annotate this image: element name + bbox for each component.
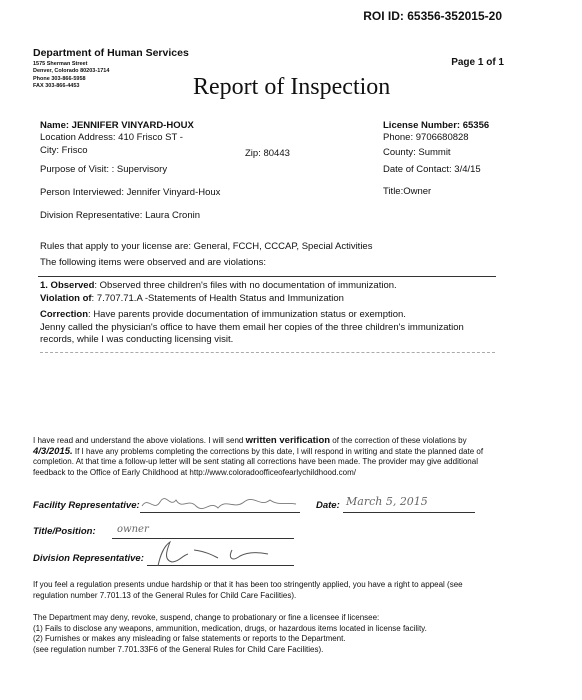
appeal-notice: [33, 580, 563, 601]
address-phone: Phone 303-866-5958: [33, 75, 86, 82]
correction-line-3: records, while I was conducting licensing visit.: [40, 334, 234, 345]
report-title: Report of Inspection: [193, 74, 391, 100]
ack-written-verification: written verification: [245, 435, 331, 446]
address-city: Denver, Colorado 80203-1714: [33, 68, 110, 75]
observed-item: [40, 280, 397, 291]
licensee-name: Name: JENNIFER VINYARD-HOUX: [40, 120, 194, 131]
department-address: [33, 61, 109, 91]
observed-text: : Observed three children's files with no documentation of immunization.: [94, 280, 397, 291]
rules-applicable: Rules that apply to your license are: General, FCCH, CCCAP, Special Activities: [40, 241, 373, 252]
ack-text-b: of the correction of these violations by: [330, 436, 467, 445]
acknowledgement: [33, 436, 553, 478]
county: County: Summit: [383, 147, 451, 158]
correction-line-2: Jenny called the physician's office to have them email her copies of the three children's immunization: [40, 322, 464, 333]
address-street: 1575 Sherman Street: [33, 61, 88, 67]
facility-rep-signature: [140, 494, 300, 514]
title-owner: Title:Owner: [383, 186, 432, 197]
city: City: Frisco: [40, 145, 88, 156]
department-name: Department of Human Services: [33, 47, 189, 59]
person-interviewed: Person Interviewed: Jennifer Vinyard-Houx: [40, 187, 221, 198]
ack-text-a: I have read and understand the above violations. I will send: [33, 436, 246, 445]
observed-label: 1. Observed: [40, 280, 95, 291]
roi-id: ROI ID: 65356-352015-20: [363, 9, 502, 23]
facility-rep-label: Facility Representative:: [33, 500, 140, 511]
violation-text: : 7.707.71.A -Statements of Health Status and Immunization: [91, 293, 344, 304]
zip: Zip: 80443: [245, 148, 290, 159]
appeal-line-1: If you feel a regulation presents undue hardship or that it has been too stringently applied, you have a right to appeal (see: [33, 580, 463, 589]
ack-line-3: completion. At that time a follow-up letter will be sent stating all corrections have been made. The provider may give additional: [33, 457, 478, 466]
address-fax: FAX 303-866-4453: [33, 83, 80, 90]
ack-line-1: [33, 436, 553, 447]
division-rep-signature: [148, 538, 278, 568]
correction-label: Correction: [40, 309, 89, 320]
title-position-label: Title/Position:: [33, 526, 96, 537]
phone: Phone: 9706680828: [383, 132, 469, 143]
title-position-value: owner: [117, 524, 149, 535]
division-representative: Division Representative: Laura Cronin: [40, 210, 200, 221]
ack-due-date: 4/3/2015.: [33, 445, 73, 457]
correction-text: : Have parents provide documentation of immunization status or exemption.: [88, 309, 406, 320]
date-label: Date:: [316, 500, 340, 511]
dashed-separator: [40, 352, 495, 353]
purpose-of-visit: Purpose of Visit: : Supervisory: [40, 164, 168, 175]
location-address: Location Address: 410 Frisco ST -: [40, 132, 183, 143]
observed-intro: The following items were observed and are violations:: [40, 257, 267, 268]
appeal-line-2: regulation number 7.701.13 of the General Rules for Child Care Facilities).: [33, 590, 297, 600]
date-value: March 5, 2015: [346, 495, 428, 508]
division-rep-label: Division Representative:: [33, 553, 144, 564]
department-actions: [33, 613, 563, 655]
correction-item: [40, 309, 406, 320]
ack-line-4: feedback to the Office of Early Childhood at http://www.coloradoofficeofearlychildhood.com/: [33, 467, 356, 477]
date-line[interactable]: [343, 512, 475, 513]
date-of-contact: Date of Contact: 3/4/15: [383, 164, 481, 175]
deny-item-3: (see regulation number 7.701.33F6 of the General Rules for Child Care Facilities).: [33, 644, 324, 654]
deny-item-2: (2) Furnishes or makes any misleading or false statements or reports to the Department.: [33, 634, 346, 643]
license-number: License Number: 65356: [383, 120, 490, 131]
ack-text-c: If I have any problems completing the corrections by this date, I will respond in writing and state the planned date of: [72, 446, 484, 456]
page-number: Page 1 of 1: [451, 57, 504, 68]
deny-statement: The Department may deny, revoke, suspend, change to probationary or fine a licensee if licensee:: [33, 613, 380, 622]
deny-item-1: (1) Fails to disclose any weapons, ammunition, medication, drugs, or hazardous items located in license facility.: [33, 623, 427, 633]
ack-line-2: [33, 447, 553, 458]
violation-label: Violation of: [40, 293, 92, 304]
violation-item: [40, 293, 344, 304]
